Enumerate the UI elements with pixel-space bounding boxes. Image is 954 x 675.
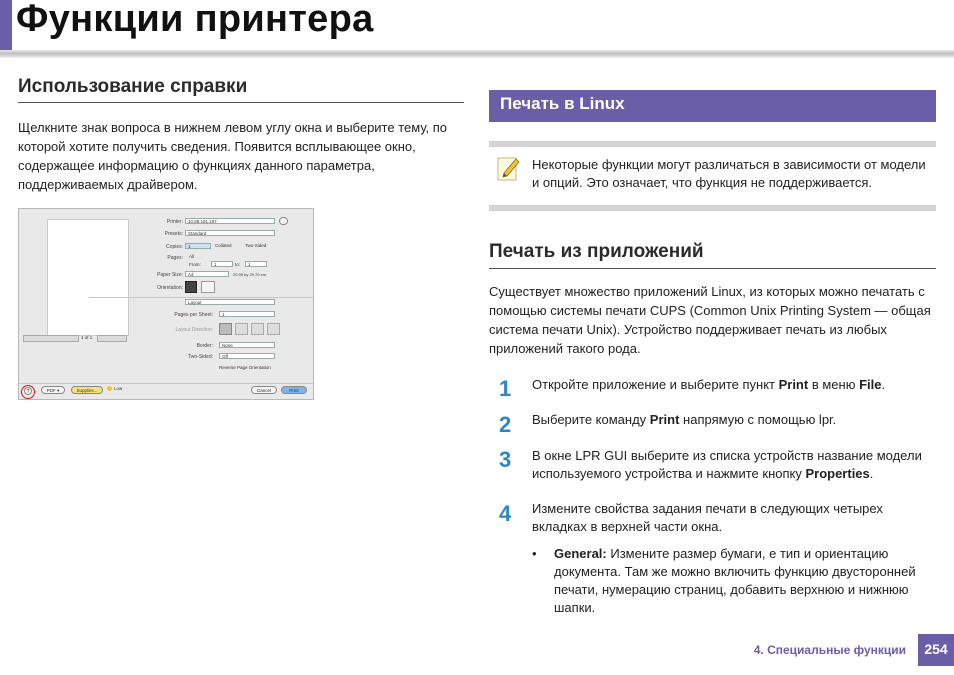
direction-n-button[interactable] (251, 323, 264, 335)
bullet-mark: • (532, 546, 537, 561)
step-4-text: Измените свойства задания печати в следующих четырех вкладках в верхней части окна. (532, 501, 883, 534)
step-3-text: В окне LPR GUI выберите из списка устройств название модели используемого устройства и нажмите кнопку Properties. (532, 448, 922, 481)
pages-per-sheet-label: Pages per Sheet: (174, 312, 213, 318)
page-preview (47, 219, 129, 336)
print-button[interactable]: Print (281, 386, 307, 394)
page-counter: 1 of 1 (81, 335, 93, 340)
header-accent-bar (0, 0, 12, 52)
dialog-divider (89, 297, 313, 298)
supplies-button[interactable]: Supplies... (71, 386, 103, 394)
direction-z-button[interactable] (219, 323, 232, 335)
help-button[interactable]: ? (24, 387, 32, 395)
direction-s-button[interactable] (235, 323, 248, 335)
portrait-button[interactable] (185, 281, 197, 293)
presets-label: Presets: (164, 231, 183, 237)
orientation-label: Orientation: (157, 285, 183, 291)
page-number: 254 (918, 634, 954, 666)
paper-dimensions: 20.99 by 29.70 cm (233, 272, 266, 277)
footer-chapter: 4. Специальные функции (753, 643, 906, 657)
pages-per-sheet-select[interactable]: 1 (219, 311, 275, 317)
two-sided-label: Two-Sided: (187, 354, 213, 360)
pages-from-field[interactable]: 1 (211, 261, 233, 267)
warning-icon (107, 386, 112, 391)
step-4-number: 4 (499, 501, 512, 526)
collapse-button[interactable] (279, 217, 288, 225)
printer-label: Printer: (166, 219, 183, 225)
direction-reverse-button[interactable] (267, 323, 280, 335)
note-text: Некоторые функции могут различаться в зависимости от модели и опций. Это означает, что функция не поддерживается. (532, 157, 926, 190)
dialog-bottom-divider (19, 383, 313, 384)
copies-label: Copies: (166, 244, 183, 250)
print-dialog-screenshot (18, 208, 314, 400)
step-3-number: 3 (499, 447, 512, 472)
two-sided-checkbox[interactable]: Two-Sided (245, 243, 267, 248)
step-2-text: Выберите команду Print напрямую с помощью lpr. (532, 412, 837, 427)
pages-from-radio[interactable]: From: (189, 262, 201, 267)
preview-nav-left (23, 335, 79, 342)
copies-field[interactable]: 1 (185, 243, 211, 249)
collated-checkbox[interactable]: Collated (215, 243, 232, 248)
help-body: Щелкните знак вопроса в нижнем левом углу окна и выберите тему, по которой хотите получить сведения. Появится всплывающее окно, содержащее информацию о функциях данного параметра, поддерживаемых драйвером. (18, 120, 448, 192)
border-label: Border: (196, 343, 213, 349)
paper-size-select[interactable]: A4 (185, 271, 229, 277)
step-1-text: Откройте приложение и выберите пункт Print в меню File. (532, 377, 886, 392)
presets-select[interactable]: Standard (185, 230, 275, 236)
step-2-number: 2 (499, 412, 512, 437)
pdf-button[interactable]: PDF ▾ (41, 386, 65, 394)
pages-all-radio[interactable]: All (189, 254, 195, 259)
step-1-number: 1 (499, 376, 512, 401)
printer-select[interactable]: 10.88.181.197 (185, 218, 275, 224)
pages-to-field[interactable]: 1 (245, 261, 267, 267)
help-section-rule (18, 102, 464, 103)
cancel-button[interactable]: Cancel (251, 386, 277, 394)
landscape-button[interactable] (201, 281, 215, 293)
apps-section-rule (489, 268, 936, 269)
preview-nav-right (97, 335, 127, 342)
linux-section-title: Печать в Linux (500, 94, 625, 113)
layout-panel-select[interactable]: Layout (185, 299, 275, 305)
pages-to-label: to: (235, 262, 241, 267)
page-title: Функции принтера (16, 0, 374, 40)
layout-direction-label: Layout Direction: (175, 327, 213, 333)
general-bullet-text: General: Измените размер бумаги, е тип и ориентацию документа. Там же можно включить функцию двусторонней печати, нумерацию страниц, добавить верхнюю и нижнюю шапки. (554, 546, 916, 615)
apps-intro: Существует множество приложений Linux, из которых можно печатать с помощью системы печати CUPS (Common Unix Printing System — общая система печати Unix). Устройство поддерживает печать из любых приложений такого рода. (489, 284, 931, 356)
reverse-orientation-checkbox[interactable]: Reverse Page Orientation (219, 365, 271, 370)
apps-section-title: Печать из приложений (489, 241, 704, 262)
note-pencil-icon (497, 154, 521, 182)
title-divider (0, 50, 954, 58)
low-supplies-label: Low (114, 386, 123, 391)
border-select[interactable]: None (219, 342, 275, 348)
two-sided-select[interactable]: Off (219, 353, 275, 359)
pages-label: Pages: (167, 255, 183, 261)
help-section-title: Использование справки (18, 76, 248, 97)
paper-size-label: Paper Size: (157, 272, 183, 278)
